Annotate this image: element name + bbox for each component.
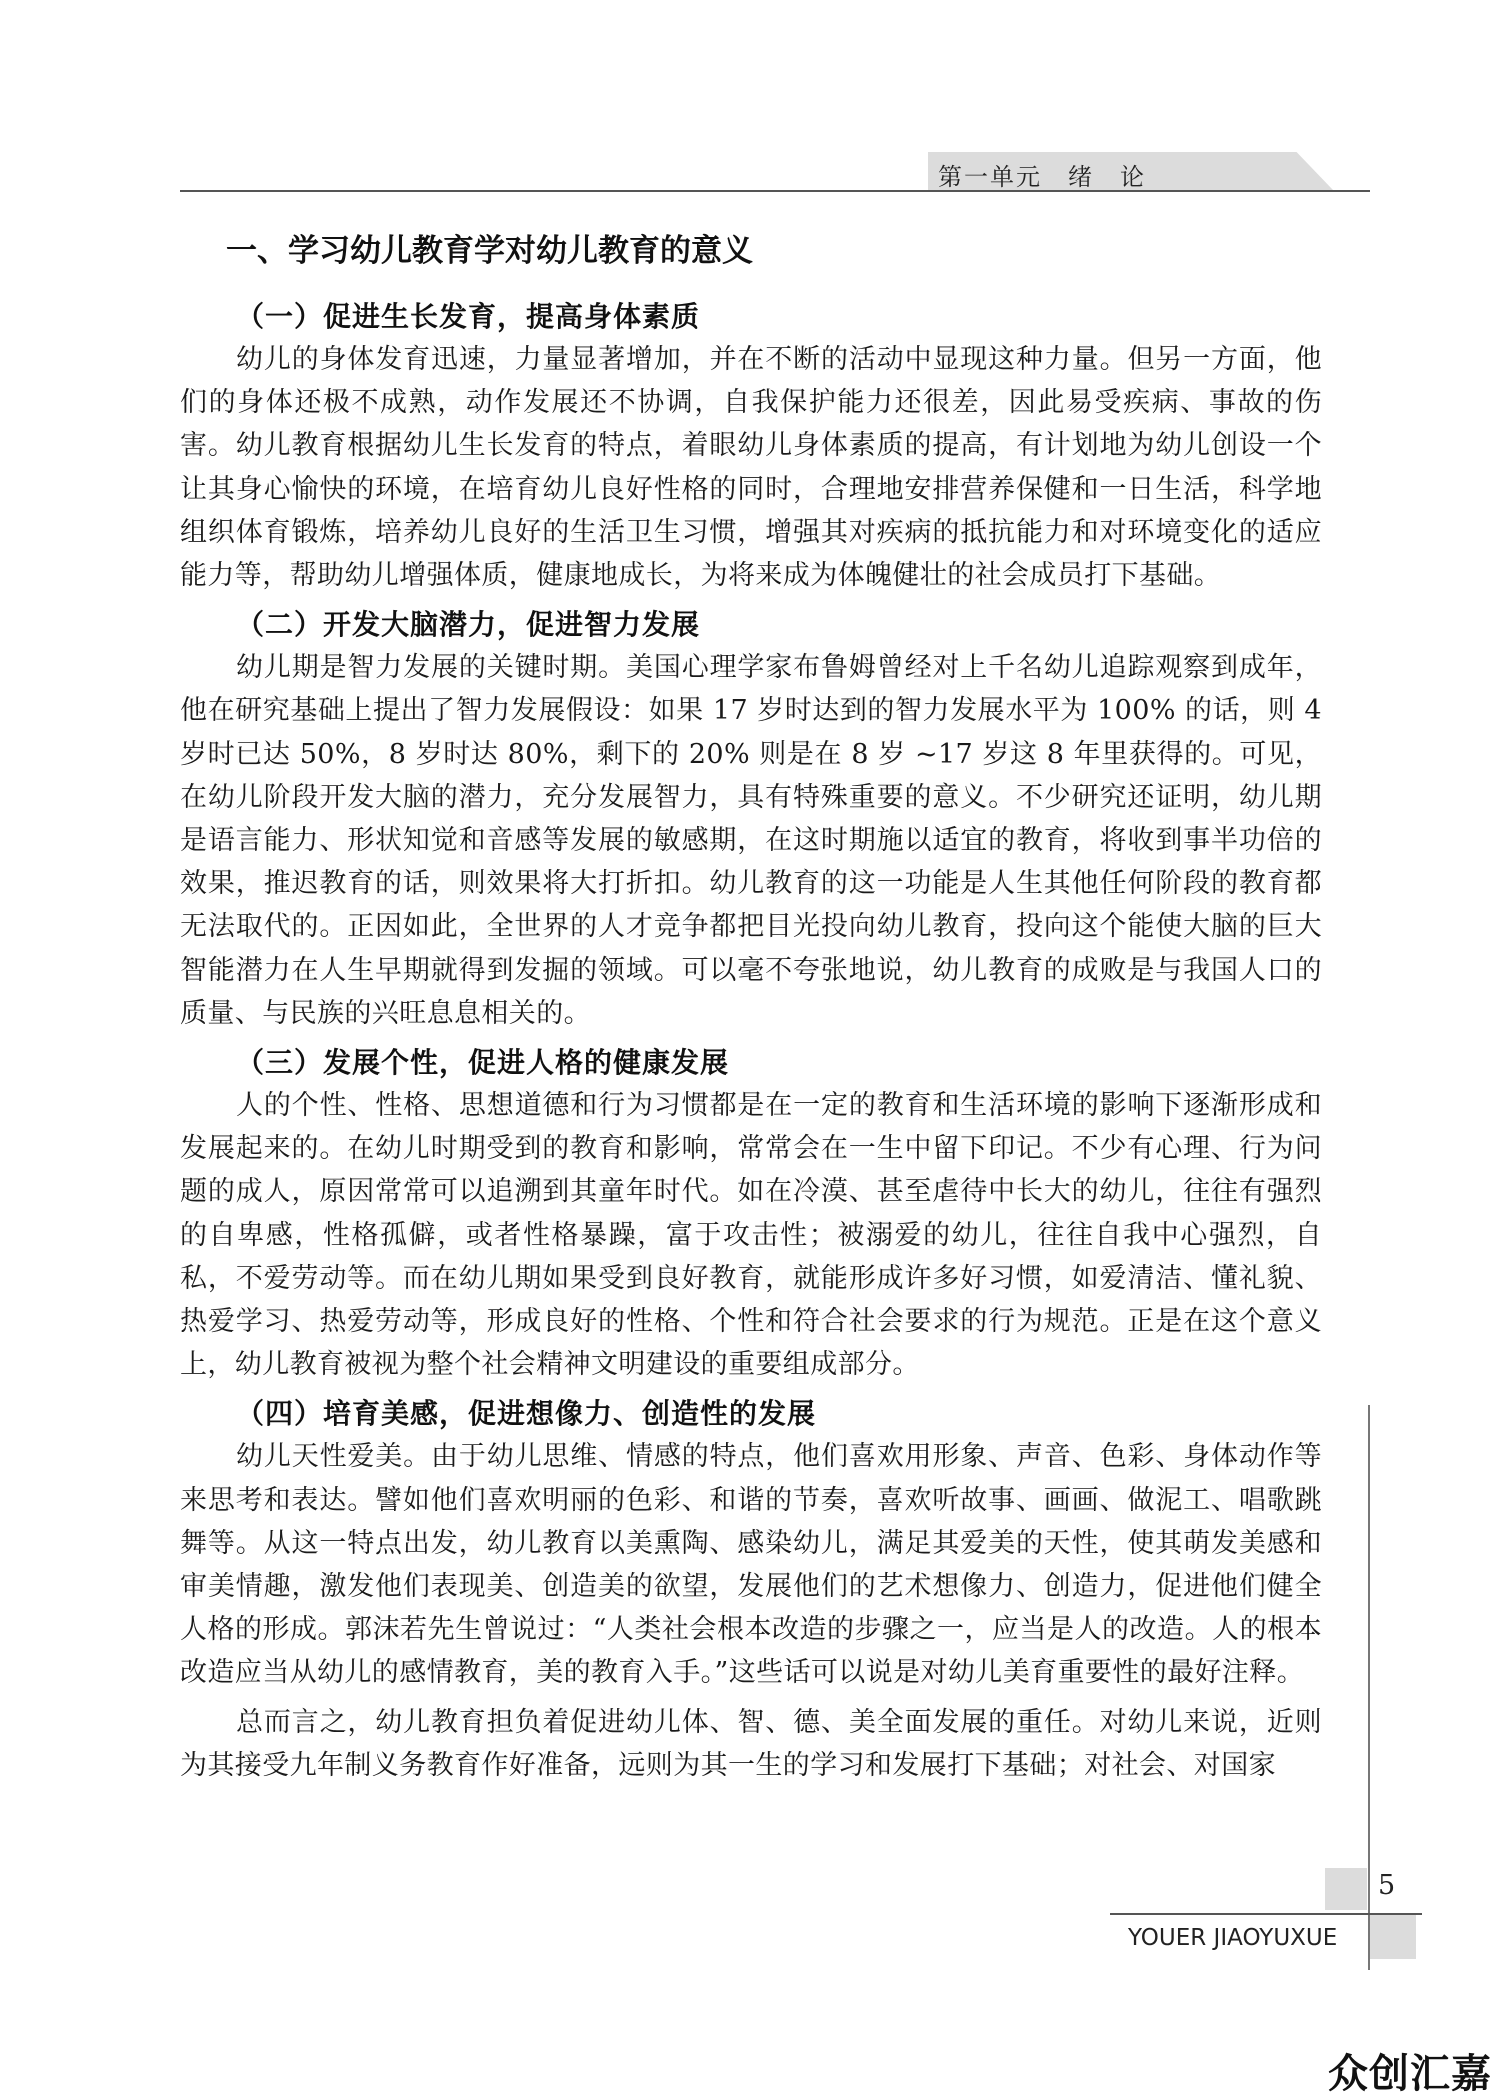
block-2 (180, 603, 1322, 1035)
sub-heading-1: （一）促进生长发育，提高身体素质 (236, 300, 701, 333)
block-1 (180, 295, 1322, 597)
corner-block-top (1325, 1868, 1367, 1910)
paragraph-1: 幼儿的身体发育迅速，力量显著增加，并在不断的活动中显现这种力量。但另一方面，他们的身体还极不成熟，动作发展还不协调，自我保护能力还很差，因此易受疾病、事故的伤害。幼儿教育根据幼儿生长发育的特点，着眼幼儿身体素质的提高，有计划地为幼儿创设一个让其身心愉快的环境，在培育幼儿良好性格的同时，合理地安排营养保健和一日生活，科学地组织体育锻炼，培养幼儿良好的生活卫生习惯，增强其对疾病的抵抗能力和对环境变化的适应能力等，帮助幼儿增强体质，健康地成长，为将来成为体魄健壮的社会成员打下基础。 (180, 344, 1322, 592)
sub-heading-3: （三）发展个性，促进人格的健康发展 (236, 1046, 730, 1080)
paragraph-2: 幼儿期是智力发展的关键时期。美国心理学家布鲁姆曾经对上千名幼儿追踪观察到成年，他在研究基础上提出了智力发展假设：如果 17 岁时达到的智力发展水平为 100% 的话，则 4 岁时已达 50%，8 岁时达 80%，剩下的 20% 则是在 8 岁 ~17 岁这 8 年里获得的。可见，在幼儿阶段开发大脑的潜力，充分发展智力，具有特殊重要的意义。不少研究还证明，幼儿期是语言能力、形状知觉和音感等发展的敏感期，在这时期施以适宜的教育，将收到事半功倍的效果，推迟教育的话，则效果将大打折扣。幼儿教育的这一功能是人生其他任何阶段的教育都无法取代的。正因如此，全世界的人才竞争都把目光投向幼儿教育，投向这个能使大脑的巨大智能潜力在人生早期就得到发掘的领域。可以毫不夸张地说，幼儿教育的成败是与我国人口的质量、与民族的兴旺息息相关的。 (180, 652, 1322, 1029)
footer-book-title: YOUER JIAOYUXUE (1128, 1925, 1338, 1951)
header-rule (180, 190, 1370, 192)
page-number: 5 (1378, 1870, 1396, 1901)
running-header: 第一单元 绪 论 (938, 163, 1146, 191)
page-body (180, 225, 1322, 1787)
sub-heading-4: （四）培育美感，促进想像力、创造性的发展 (236, 1397, 817, 1431)
block-4 (180, 1392, 1322, 1694)
section-title: 一、学习幼儿教育学对幼儿教育的意义 (226, 233, 753, 269)
side-rule (1368, 1405, 1370, 1970)
block-3 (180, 1041, 1322, 1386)
paragraph-4: 幼儿天性爱美。由于幼儿思维、情感的特点，他们喜欢用形象、声音、色彩、身体动作等来思考和表达。譬如他们喜欢明丽的色彩、和谐的节奏，喜欢听故事、画画、做泥工、唱歌跳舞等。从这一特点出发，幼儿教育以美熏陶、感染幼儿，满足其爱美的天性，使其萌发美感和审美情趣，激发他们表现美、创造美的欲望，发展他们的艺术想像力、创造力，促进他们健全人格的形成。郭沫若先生曾说过：“人类社会根本改造的步骤之一，应当是人的改造。人的根本改造应当从幼儿的感情教育，美的教育入手。”这些话可以说是对幼儿美育重要性的最好注释。 (180, 1441, 1322, 1689)
corner-block-bottom (1370, 1915, 1416, 1959)
paragraph-3: 人的个性、性格、思想道德和行为习惯都是在一定的教育和生活环境的影响下逐渐形成和发展起来的。在幼儿时期受到的教育和影响，常常会在一生中留下印记。不少有心理、行为问题的成人，原因常常可以追溯到其童年时代。如在冷漠、甚至虐待中长大的幼儿，往往有强烈的自卑感，性格孤僻，或者性格暴躁，富于攻击性；被溺爱的幼儿，往往自我中心强烈，自私，不爱劳动等。而在幼儿期如果受到良好教育，就能形成许多好习惯，如爱清洁、懂礼貌、热爱学习、热爱劳动等，形成良好的性格、个性和符合社会要求的行为规范。正是在这个意义上，幼儿教育被视为整个社会精神文明建设的重要组成部分。 (180, 1090, 1322, 1381)
watermark-logo: 众创汇嘉 (1328, 2051, 1492, 2097)
closing-paragraph: 总而言之，幼儿教育担负着促进幼儿体、智、德、美全面发展的重任。对幼儿来说，近则为其接受九年制义务教育作好准备，远则为其一生的学习和发展打下基础；对社会、对国家 (180, 1706, 1322, 1781)
sub-heading-2: （二）开发大脑潜力，促进智力发展 (236, 608, 701, 642)
footer-rule (1110, 1913, 1422, 1915)
